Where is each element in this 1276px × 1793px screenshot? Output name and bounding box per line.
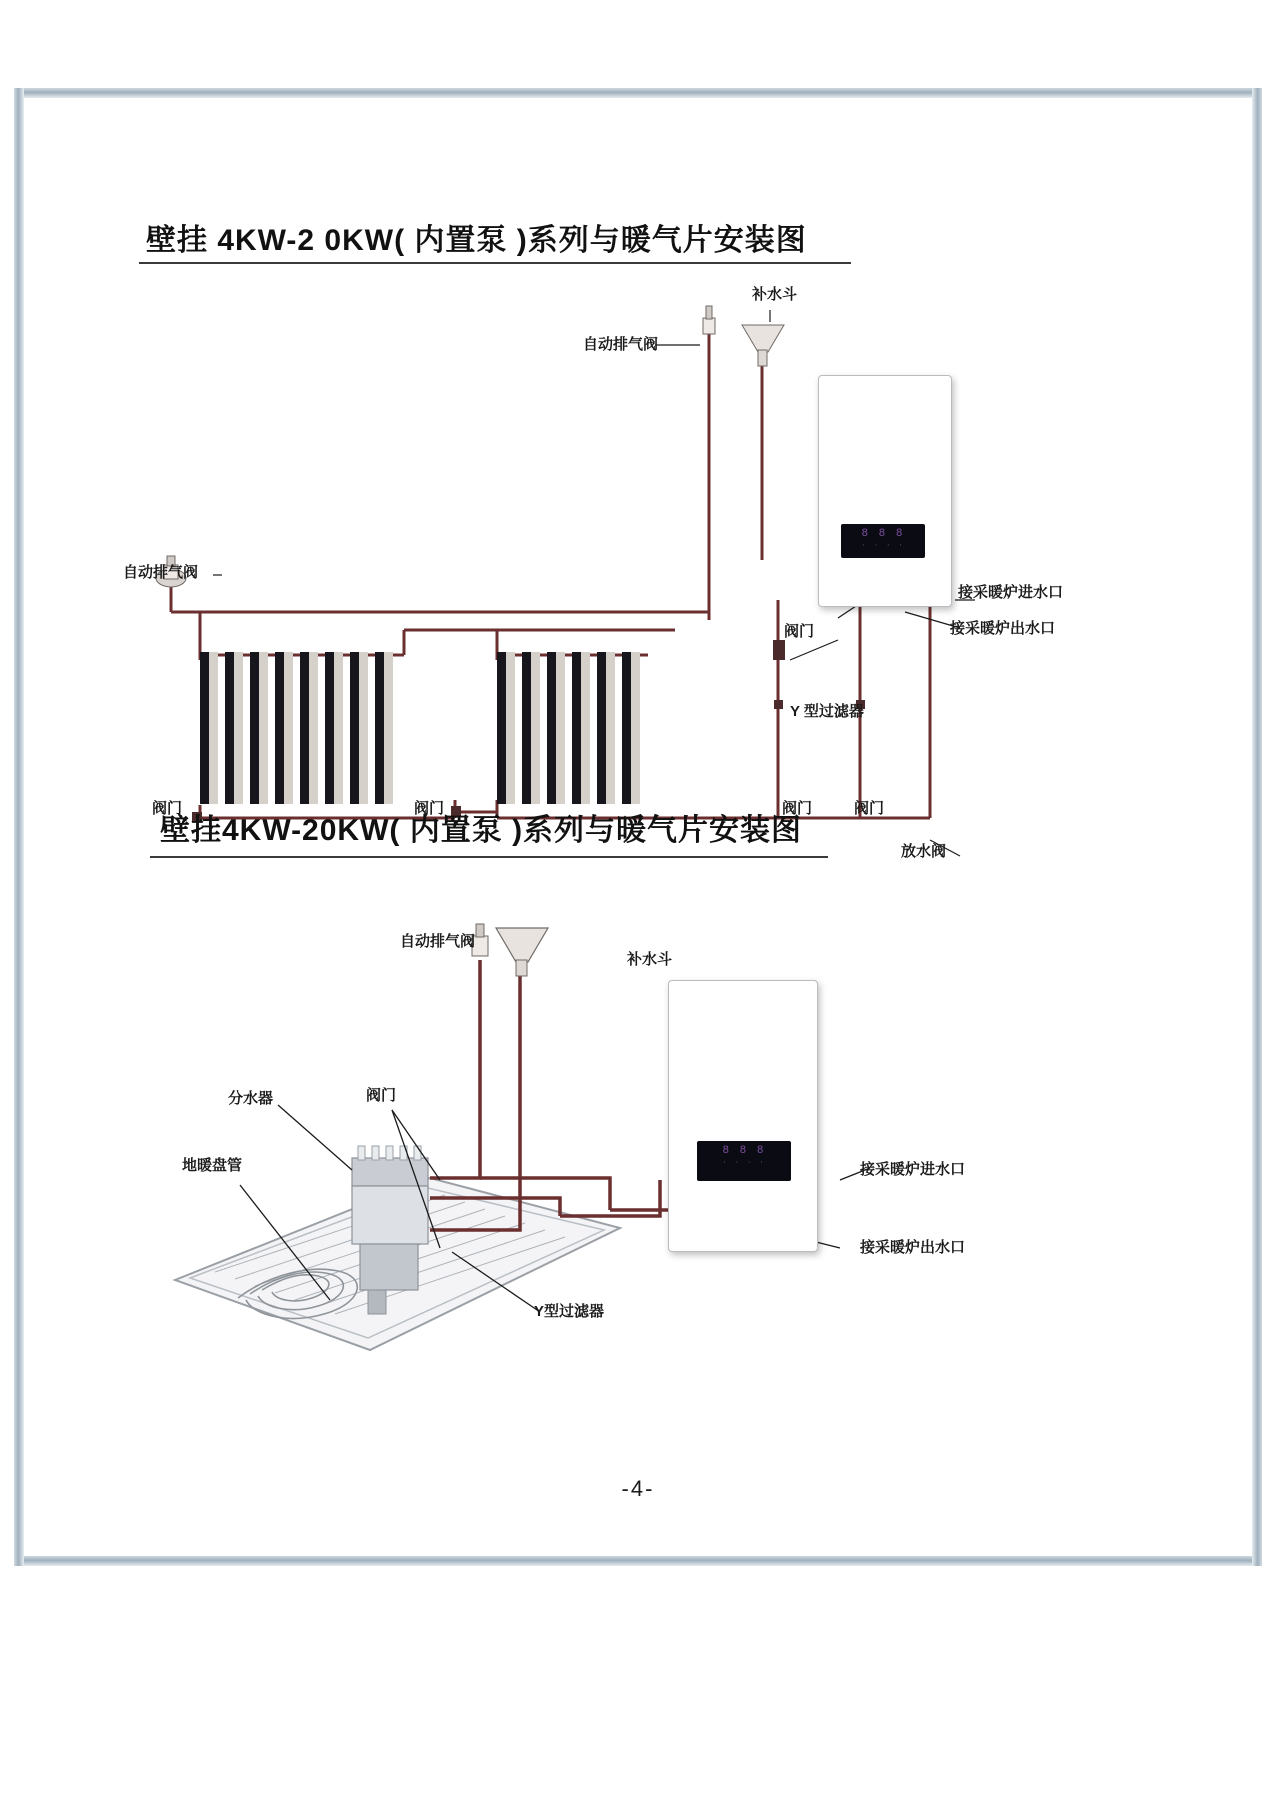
figure-2-display-digits: 8 8 8 <box>722 1145 766 1157</box>
manifold-unit <box>352 1146 428 1314</box>
figure-2-diagram <box>0 880 1276 1470</box>
label-y-filter-2: Y型过滤器 <box>534 1303 605 1320</box>
radiator-bank-1 <box>196 650 404 808</box>
label-valve-2: 阀门 <box>366 1087 397 1104</box>
figure-1-heading: 壁挂 4KW-2 0KW( 内置泵 )系列与暖气片安装图 <box>146 224 807 257</box>
page-number: -4- <box>621 1476 655 1501</box>
label-fill-funnel-2: 补水斗 <box>627 951 673 968</box>
fill-funnel-icon-2 <box>496 928 548 976</box>
label-auto-vent-left-1: 自动排气阀 <box>123 564 199 581</box>
radiator-bank-2 <box>497 652 640 804</box>
label-valve-left-2: 阀门 <box>414 800 445 817</box>
label-inlet-port-1: 接采暖炉进水口 <box>958 584 1064 601</box>
label-inlet-port-2: 接采暖炉进水口 <box>860 1161 966 1178</box>
figure-1-boiler-display <box>841 524 925 558</box>
fill-funnel-icon <box>742 325 784 366</box>
figure-2-boiler-unit <box>668 980 818 1252</box>
page-frame-bottom-bar <box>14 1556 1262 1566</box>
figure-1-svg <box>0 0 1276 790</box>
label-outlet-port-1: 接采暖炉出水口 <box>950 620 1056 637</box>
auto-vent-top-icon <box>703 306 715 334</box>
figure-2-boiler-display <box>697 1141 791 1181</box>
label-y-filter-1: Y 型过滤器 <box>790 703 864 720</box>
label-valve-lower-2: 阀门 <box>854 800 885 817</box>
label-valve-left-1: 阀门 <box>152 800 183 817</box>
label-valve-upper-1: 阀门 <box>784 623 815 640</box>
label-drain-valve-1: 放水阀 <box>901 843 947 860</box>
figure-2-heading: 壁挂4KW-20KW( 内置泵 )系列与暖气片安装图 <box>160 814 803 847</box>
label-manifold-2: 分水器 <box>228 1090 274 1107</box>
figure-1-boiler-unit <box>818 375 952 607</box>
figure-2-display-subdigits: · · · · <box>722 1159 766 1167</box>
label-auto-vent-top-1: 自动排气阀 <box>583 336 659 353</box>
figure-2-heading-rule <box>150 856 828 858</box>
label-fill-funnel-1: 补水斗 <box>752 286 798 303</box>
label-auto-vent-2: 自动排气阀 <box>400 933 476 950</box>
label-valve-lower-1: 阀门 <box>782 800 813 817</box>
label-floor-coil-2: 地暖盘管 <box>182 1157 243 1174</box>
figure-1-display-subdigits: · · · · <box>861 542 905 550</box>
label-outlet-port-2: 接采暖炉出水口 <box>860 1239 966 1256</box>
figure-1-display-digits: 8 8 8 <box>861 528 905 540</box>
